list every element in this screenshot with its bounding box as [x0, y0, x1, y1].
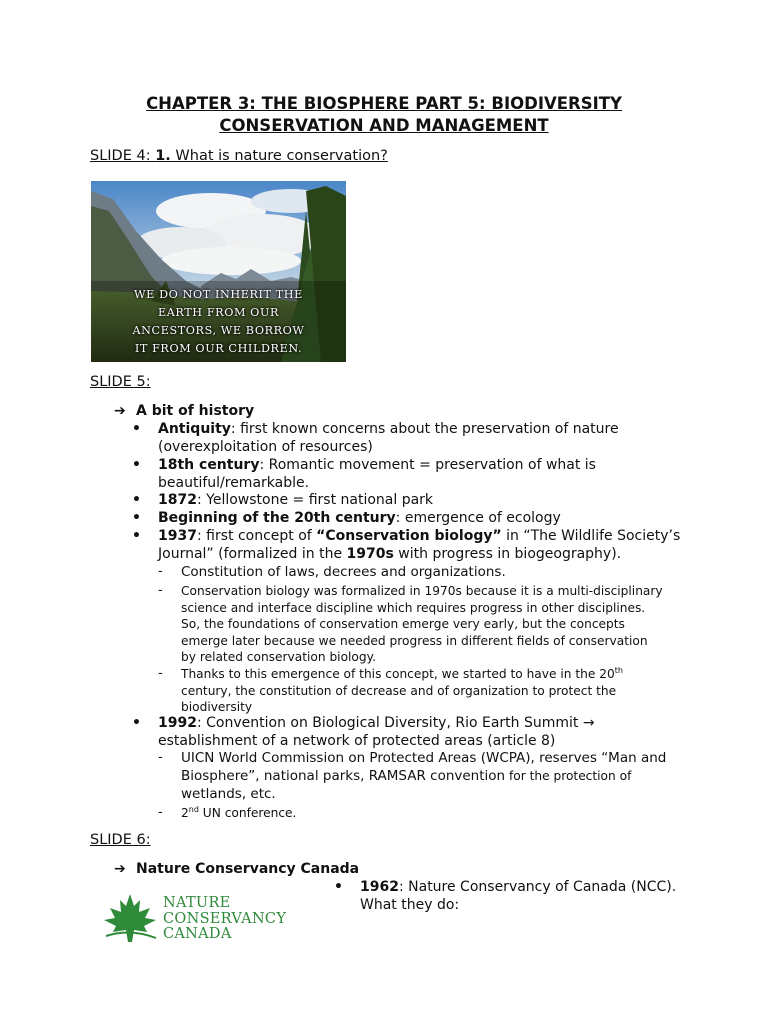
- quote-line-1: WE DO NOT INHERIT THE: [134, 288, 303, 301]
- page-title-line-2: CONSERVATION AND MANAGEMENT: [219, 116, 549, 135]
- bullet-text-cont: beautiful/remarkable.: [158, 475, 310, 491]
- dash-text: So, the foundations of conservation emerge very early, but the concepts: [181, 617, 625, 631]
- bullet-bold: 1872: [158, 492, 197, 508]
- bullet-text: : emergence of ecology: [395, 510, 561, 526]
- bullet-text: : Yellowstone = first national park: [196, 492, 434, 508]
- slide-4-heading: [90, 148, 388, 164]
- mountain-quote-photo: [91, 181, 346, 362]
- dash-text-small: for the protection of: [505, 769, 632, 783]
- bullet-icon: •: [132, 421, 141, 437]
- bullet-icon: •: [132, 457, 141, 473]
- slide-5-arrow-heading: A bit of history: [136, 403, 255, 419]
- page-title-line-1: CHAPTER 3: THE BIOSPHERE PART 5: BIODIVERSITY: [146, 94, 622, 113]
- dash-text: wetlands, etc.: [181, 786, 276, 802]
- slide-4-number: 1.: [155, 148, 171, 164]
- dash-text: Biosphere”, national parks, RAMSAR convention: [181, 768, 506, 784]
- bullet-bold: 1962: [360, 879, 399, 895]
- dash-marker: -: [158, 805, 163, 820]
- arrow-icon: ➔: [114, 403, 126, 419]
- slide-5-arrow-item: [114, 403, 254, 419]
- bullet-icon: •: [132, 492, 141, 508]
- dash-text: 2: [181, 806, 189, 820]
- dash-text: emerge later because we needed progress in different fields of conservation: [181, 633, 648, 648]
- bullet-bold: Antiquity: [158, 421, 231, 437]
- bullet-text: : Nature Conservancy of Canada (NCC).: [398, 879, 677, 895]
- bullet-bold-term: “Conservation biology”: [316, 528, 502, 544]
- bullet-text: : first concept of: [196, 528, 317, 544]
- ordinal-suffix: nd: [188, 804, 199, 814]
- bullet-text: in “The Wildlife Society’s: [501, 528, 681, 544]
- bullet-bold: 1970s: [346, 546, 394, 562]
- bullet-icon: •: [132, 715, 141, 731]
- slide-6-heading: SLIDE 6:: [90, 832, 151, 848]
- bullet-icon: •: [132, 528, 141, 544]
- dash-text: Conservation biology was formalized in 1970s because it is a multi-disciplinary: [181, 584, 663, 598]
- dash-marker: -: [158, 750, 163, 765]
- quote-line-3: ANCESTORS, WE BORROW: [132, 324, 305, 337]
- slide-4-label: SLIDE 4:: [90, 148, 156, 164]
- bullet-bold: Beginning of the 20th century: [158, 510, 396, 526]
- slide-6-arrow-heading: Nature Conservancy Canada: [136, 861, 360, 877]
- dash-text: UN conference.: [198, 806, 297, 820]
- maple-leaf-icon: [100, 892, 160, 944]
- arrow-icon: ➔: [114, 861, 126, 877]
- dash-marker: -: [158, 564, 163, 579]
- ncc-wordmark: [163, 896, 286, 943]
- bullet-text-cont: with progress in biogeography).: [393, 546, 622, 562]
- bullet-text-cont: What they do:: [360, 897, 460, 913]
- bullet-text-cont: establishment of a network of protected areas (article 8): [158, 733, 556, 749]
- dash-text: science and interface discipline which requires progress in other disciplines.: [181, 600, 646, 615]
- quote-line-2: EARTH FROM OUR: [157, 306, 280, 319]
- bullet-text-cont: (overexploitation of resources): [158, 439, 373, 455]
- ncc-wordmark-line-3: CANADA: [163, 926, 232, 942]
- dash-text: Thanks to this emergence of this concept, we started to have in the 20: [181, 667, 615, 681]
- dash-text: Constitution of laws, decrees and organizations.: [181, 564, 506, 580]
- bullet-bold: 18th century: [158, 457, 260, 473]
- bullet-bold: 1937: [158, 528, 197, 544]
- slide-6-arrow-item: [114, 861, 359, 877]
- dash-text: biodiversity: [181, 700, 253, 714]
- bullet-icon: •: [334, 879, 343, 895]
- bullet-text-cont: Journal” (formalized in the: [158, 546, 347, 562]
- slide-5-heading: SLIDE 5:: [90, 374, 151, 390]
- slide-4-question: What is nature conservation?: [170, 148, 388, 164]
- bullet-bold: 1992: [158, 715, 197, 731]
- ncc-wordmark-line-1: NATURE: [163, 895, 231, 911]
- ncc-wordmark-line-2: CONSERVANCY: [163, 910, 287, 927]
- dash-text: by related conservation biology.: [181, 650, 376, 664]
- dash-text: UICN World Commission on Protected Areas (WCPA), reserves “Man and: [181, 750, 667, 766]
- dash-marker: -: [158, 583, 163, 598]
- bullet-text: : Convention on Biological Diversity, Rio Earth Summit →: [196, 715, 595, 731]
- bullet-text: : Romantic movement = preservation of what is: [259, 457, 596, 473]
- quote-line-4: IT FROM OUR CHILDREN.: [134, 342, 303, 355]
- dash-marker: -: [158, 666, 163, 681]
- dash-text: century, the constitution of decrease and of organization to protect the: [181, 683, 617, 698]
- bullet-icon: •: [132, 510, 141, 526]
- ncc-logo: [100, 892, 290, 944]
- ordinal-suffix: th: [614, 665, 623, 675]
- photo-quote-text: [91, 286, 346, 358]
- bullet-text: : first known concerns about the preservation of nature: [230, 421, 619, 437]
